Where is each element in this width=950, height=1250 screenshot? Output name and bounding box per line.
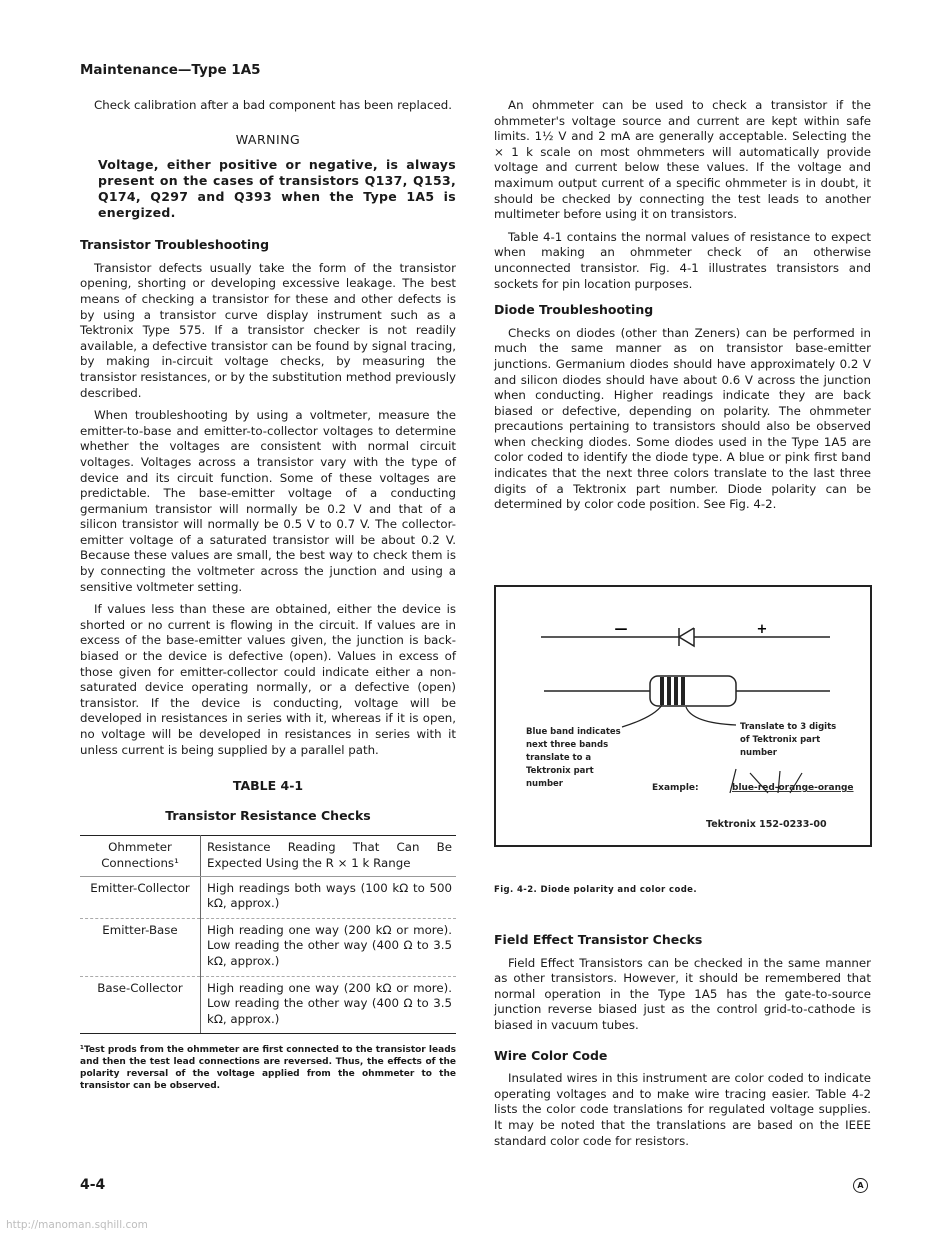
diode-symbol-icon (541, 628, 830, 646)
table-cell-connection: Emitter-Collector (80, 876, 201, 918)
label-right (740, 722, 836, 758)
left-column (80, 98, 456, 1092)
table-subtitle: Transistor Resistance Checks (165, 807, 371, 823)
table-row (80, 918, 456, 976)
table-title: TABLE 4-1 (232, 778, 304, 794)
paragraph: Checks on diodes (other than Zeners) can be performed in much the same manner as on transistor base-emitter junctions. Germanium diodes should have approximately 0.2 V and silicon diodes should have about 0.6 V across the junction when conducting. Higher readings indicate they are back biased or defective, depending on polarity. The ohmmeter precautions pertaining to transistors should also be observed when checking diodes. Some diodes used in the Type 1A5 are color coded to identify the diode type. A blue or pink first band indicates that the next three colors translate to the last three digits of a Tektronix part number. Diode polarity can be determined by color code position. See Fig. 4-2. (494, 325, 871, 512)
label-left-line: Blue band indicates (526, 727, 621, 737)
table-footnote: ¹Test prods from the ohmmeter are first connected to the transistor leads and then the test lead connections are reversed. Thus, the effects of the polarity reversal of the voltage applied from the ohmmeter to the transistor can be observed. (80, 1045, 456, 1092)
warning-title: WARNING (235, 131, 301, 147)
right-column-lower (494, 922, 871, 1156)
table-row (80, 876, 456, 918)
resistance-table (80, 835, 456, 1034)
section-title-fet: Field Effect Transistor Checks (494, 932, 703, 947)
plus-sign: + (756, 622, 768, 637)
section-title-transistor: Transistor Troubleshooting (80, 237, 270, 253)
label-left-line: Tektronix part (526, 766, 594, 776)
diode-body-icon (544, 676, 830, 706)
diode-diagram (496, 587, 870, 845)
page-header: Maintenance—Type 1A5 (80, 62, 261, 78)
table-header-reading: Resistance Reading That Can Be Expected Using the R × 1 k Range (201, 836, 457, 876)
tektronix-logo-icon: A (853, 1178, 868, 1193)
example-label: Example: (652, 783, 699, 793)
intro-paragraph: Check calibration after a bad component has been replaced. (94, 98, 452, 112)
diode-figure (494, 585, 872, 847)
paragraph: Transistor defects usually take the form of the transistor opening, shorting or developing excessive leakage. The best means of checking a transistor for these and other defects is by using a transistor curve display instrument such as a Tektronix Type 575. If a transistor checker is not readily available, a defective transistor can be found by signal tracing, by making in-circuit voltage checks, by measuring the transistor resistances, or by the substitution method previously described. (80, 260, 456, 400)
label-left (526, 727, 621, 789)
example-colors: blue-red-orange-orange (732, 783, 854, 793)
label-left-line: next three bands (526, 740, 609, 750)
section-title-diode: Diode Troubleshooting (494, 302, 654, 318)
label-left-line: translate to a (526, 753, 592, 763)
label-left-line: number (526, 779, 564, 789)
table-cell-connection: Base-Collector (80, 976, 201, 1034)
page-number: 4-4 (80, 1177, 106, 1193)
table-cell-reading: High reading one way (200 kΩ or more). Low reading the other way (400 Ω to 3.5 kΩ, approx.) (201, 918, 457, 976)
paragraph: Field Effect Transistors can be checked in the same manner as other transistors. However, it should be remembered that normal operation in the Type 1A5 has the gate-to-source junction reverse biased just as the control grid-to-cathode is biased in vacuum tubes. (494, 955, 871, 1032)
right-column (494, 98, 871, 520)
figure-caption: Fig. 4-2. Diode polarity and color code. (494, 885, 697, 895)
table-header-connections: Ohmmeter Connections¹ (80, 836, 201, 876)
label-right-line: number (740, 748, 778, 758)
section-title-wire: Wire Color Code (494, 1047, 608, 1063)
table-header-row (80, 836, 456, 876)
paragraph: If values less than these are obtained, either the device is shorted or no current is flowing in the circuit. If values are in excess of the base-emitter values given, the junction is back-biased or the device is defective (open). Values in excess of those given for emitter-collector could indicate either a non-saturated device operating normally, or a defective (open) transistor. If the device is conducting, voltage will be developed in resistances in series with it, whereas if it is open, no voltage will be developed in resistances in series with it unless current is being supplied by a parallel path. (80, 602, 456, 757)
warning-body: Voltage, either positive or negative, is always present on the cases of transistors Q137, Q153, Q174, Q297 and Q393 when the Type 1A5 is energized. (98, 157, 456, 221)
paragraph: Insulated wires in this instrument are color coded to indicate operating voltages and to make wire tracing easier. Table 4-2 lists the color code translations for regulated voltage supplies. It may be noted that the translations are based on the IEEE standard color code for resistors. (494, 1071, 871, 1148)
part-number: Tektronix 152-0233-00 (706, 819, 827, 830)
paragraph: An ohmmeter can be used to check a transistor if the ohmmeter's voltage source and current are kept within safe limits. 1½ V and 2 mA are generally acceptable. Selecting the × 1 k scale on most ohmmeters will automatically provide voltage and current below these values. If the voltage and maximum output current of a specific ohmmeter is in doubt, it should be checked by connecting the test leads to another multimeter before using it on transistors. (494, 98, 871, 222)
label-right-line: Translate to 3 digits (740, 722, 837, 732)
paragraph: Table 4-1 contains the normal values of resistance to expect when making an ohmmeter check of an otherwise unconnected transistor. Fig. 4-1 illustrates transistors and sockets for pin location purposes. (494, 229, 871, 291)
minus-sign: — (614, 622, 628, 637)
table-row (80, 976, 456, 1034)
table-cell-reading: High readings both ways (100 kΩ to 500 kΩ, approx.) (201, 876, 457, 918)
source-url[interactable]: http://manoman.sqhill.com (6, 1219, 148, 1231)
label-right-line: of Tektronix part (740, 735, 821, 745)
table-cell-reading: High reading one way (200 kΩ or more). Low reading the other way (400 Ω to 3.5 kΩ, approx.) (201, 976, 457, 1034)
paragraph: When troubleshooting by using a voltmeter, measure the emitter-to-base and emitter-to-collector voltages to determine whether the voltages are consistent with normal circuit voltages. Voltages across a transistor vary with the type of device and its circuit function. Some of these voltages are predictable. The base-emitter voltage of a conducting germanium transistor will normally be 0.2 V and that of a silicon transistor will normally be 0.5 V to 0.7 V. The collector-emitter voltage of a saturated transistor will be about 0.2 V. Because these values are small, the best way to check them is by connecting the voltmeter across the junction and using a sensitive voltmeter setting. (80, 408, 456, 594)
table-cell-connection: Emitter-Base (80, 918, 201, 976)
